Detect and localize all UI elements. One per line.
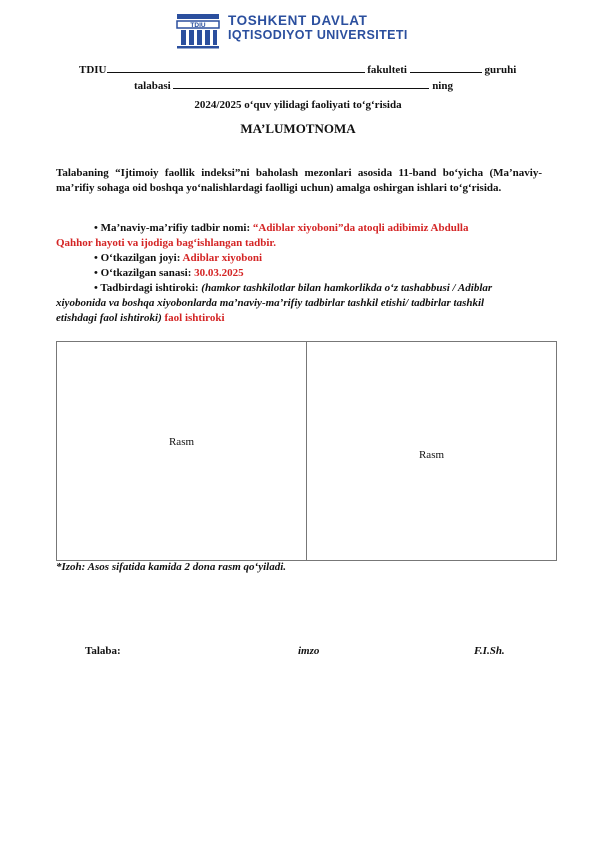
event-name-value-l1: “Adiblar xiyoboni”da atoqli adibimiz Abdulla (252, 222, 469, 234)
participation-item (56, 281, 542, 326)
photo-placeholder-right[interactable] (307, 342, 557, 561)
form-line-1 (79, 63, 516, 76)
participation-note-l2: xiyobonida va boshqa xiyobonlarda ma’naviy-ma’rifiy tadbirlar tashkil etishi/ tadbirlar tashkil (56, 297, 485, 309)
group-blank[interactable] (410, 63, 482, 73)
ning-label: ning (432, 80, 453, 92)
logo-abbr: TDIU (190, 22, 206, 29)
student-label: Talaba: (85, 645, 121, 657)
note: *Izoh: Asos sifatida kamida 2 dona rasm qo‘yiladi. (56, 561, 287, 573)
subtitle: 2024/2025 o‘quv yilidagi faoliyati to‘g‘risida (194, 99, 402, 111)
bullet: • (94, 282, 98, 294)
university-name-line2: IQTISODIYOT UNIVERSITETI (228, 28, 408, 42)
event-name-item (56, 221, 542, 251)
student-name-blank[interactable] (173, 79, 429, 89)
place-value: Adiblar xiyoboni (182, 252, 263, 264)
full-name-label: F.I.Sh. (474, 645, 505, 657)
place-item (94, 251, 262, 266)
university-name (228, 13, 408, 43)
tdiu-prefix: TDIU (79, 64, 107, 76)
document-title: MA’LUMOTNOMA (240, 121, 356, 136)
university-logo-icon (176, 13, 220, 49)
participation-note-l1: (hamkor tashkilotlar bilan hamkorlikda o‘z tashabbusi / Adiblar (201, 282, 493, 294)
participation-label: Tadbirdagi ishtiroki: (100, 282, 199, 294)
bullet: • (94, 222, 98, 234)
date-label: O‘tkazilgan sanasi: (100, 267, 192, 279)
event-name-value-l2: Qahhor hayoti va ijodiga bag‘ishlangan tadbir. (56, 237, 277, 249)
form-line-2 (134, 79, 453, 92)
place-label: O‘tkazilgan joyi: (100, 252, 181, 264)
participation-note-l3: etishdagi faol ishtiroki) (56, 312, 162, 324)
fakulteti-label: fakulteti (367, 64, 407, 76)
date-item (94, 266, 244, 281)
bullet: • (94, 252, 98, 264)
guruhi-label: guruhi (484, 64, 517, 76)
photo-label-left: Rasm (168, 436, 195, 448)
talabasi-label: talabasi (134, 80, 171, 92)
faculty-blank[interactable] (107, 63, 365, 73)
event-name-label: Ma’naviy-ma’rifiy tadbir nomi: (100, 222, 251, 234)
university-name-line1: TOSHKENT DAVLAT (228, 13, 368, 28)
photo-placeholder-left[interactable] (57, 342, 307, 561)
photo-table (56, 341, 557, 561)
date-value: 30.03.2025 (194, 267, 244, 279)
photo-label-right: Rasm (418, 449, 445, 461)
intro-paragraph: Talabaning “Ijtimoiy faollik indeksi”ni baholash mezonlari asosida 11-band bo‘yicha (Ma’naviy-ma’rifiy sohaga oid boshqa yo‘nalishlardagi faolligi uchun) amalga oshirgan ishlari to‘g‘risida. (56, 167, 542, 194)
bullet: • (94, 267, 98, 279)
signature-label: imzo (298, 645, 320, 657)
participation-value: faol ishtiroki (164, 312, 225, 324)
